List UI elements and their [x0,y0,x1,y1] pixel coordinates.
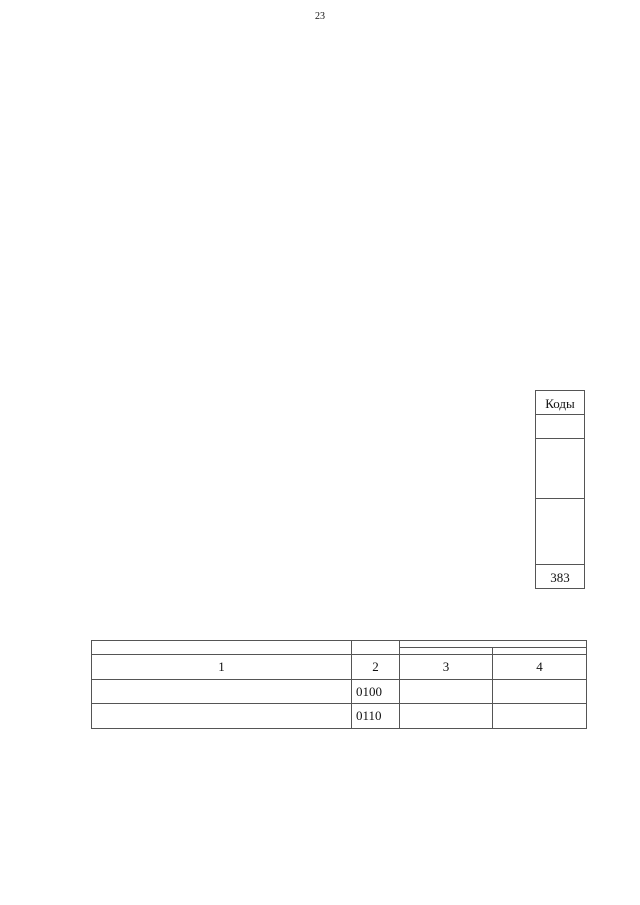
page-number: 23 [315,11,325,22]
table-cell-code: 0100 [352,679,400,704]
table-cell-cumulative [493,704,587,729]
table-cell-name [92,679,352,704]
codes-okei-cell: 383 [536,565,584,589]
table-column-number: 4 [493,655,587,680]
table-column-number: 1 [92,655,352,680]
table-row [92,679,587,704]
form-row [97,530,542,552]
codes-okpo-cell [536,439,584,499]
table-row [92,704,587,729]
table-header-cell [352,641,400,655]
main-table [91,640,587,729]
table-header-cell [400,641,587,648]
appendix-block [88,55,598,235]
appendix-line [88,109,598,127]
form-row [97,486,542,508]
contract-block [278,250,598,304]
contract-line [278,268,598,286]
appendix-line [88,55,598,73]
table-cell-code: 0110 [352,704,400,729]
table-cell-period [400,679,493,704]
form-row [97,508,542,530]
form-area [97,420,542,574]
table-header-cell [493,648,587,655]
form-row [97,442,542,464]
appendix-line [88,127,598,145]
appendix-line [88,91,598,109]
form-row [97,464,542,486]
codes-box [535,390,585,589]
contract-line [278,286,598,304]
table-header-row [92,641,587,648]
table-header-cell [400,648,493,655]
table-cell-period [400,704,493,729]
contract-line [278,250,598,268]
appendix-line [88,181,598,199]
table-cell-name [92,704,352,729]
table-cell-cumulative [493,679,587,704]
table-column-number: 2 [352,655,400,680]
appendix-line [88,73,598,91]
appendix-line [88,199,598,217]
appendix-line [88,163,598,181]
form-row [97,420,542,442]
table-column-number: 3 [400,655,493,680]
table-header-cell [92,641,352,655]
table-column-number-row [92,655,587,680]
form-row [97,552,542,574]
codes-header: Коды [536,391,584,415]
codes-periodicity-cell [536,499,584,565]
appendix-line [88,217,598,235]
appendix-line [88,145,598,163]
codes-date-cell [536,415,584,439]
